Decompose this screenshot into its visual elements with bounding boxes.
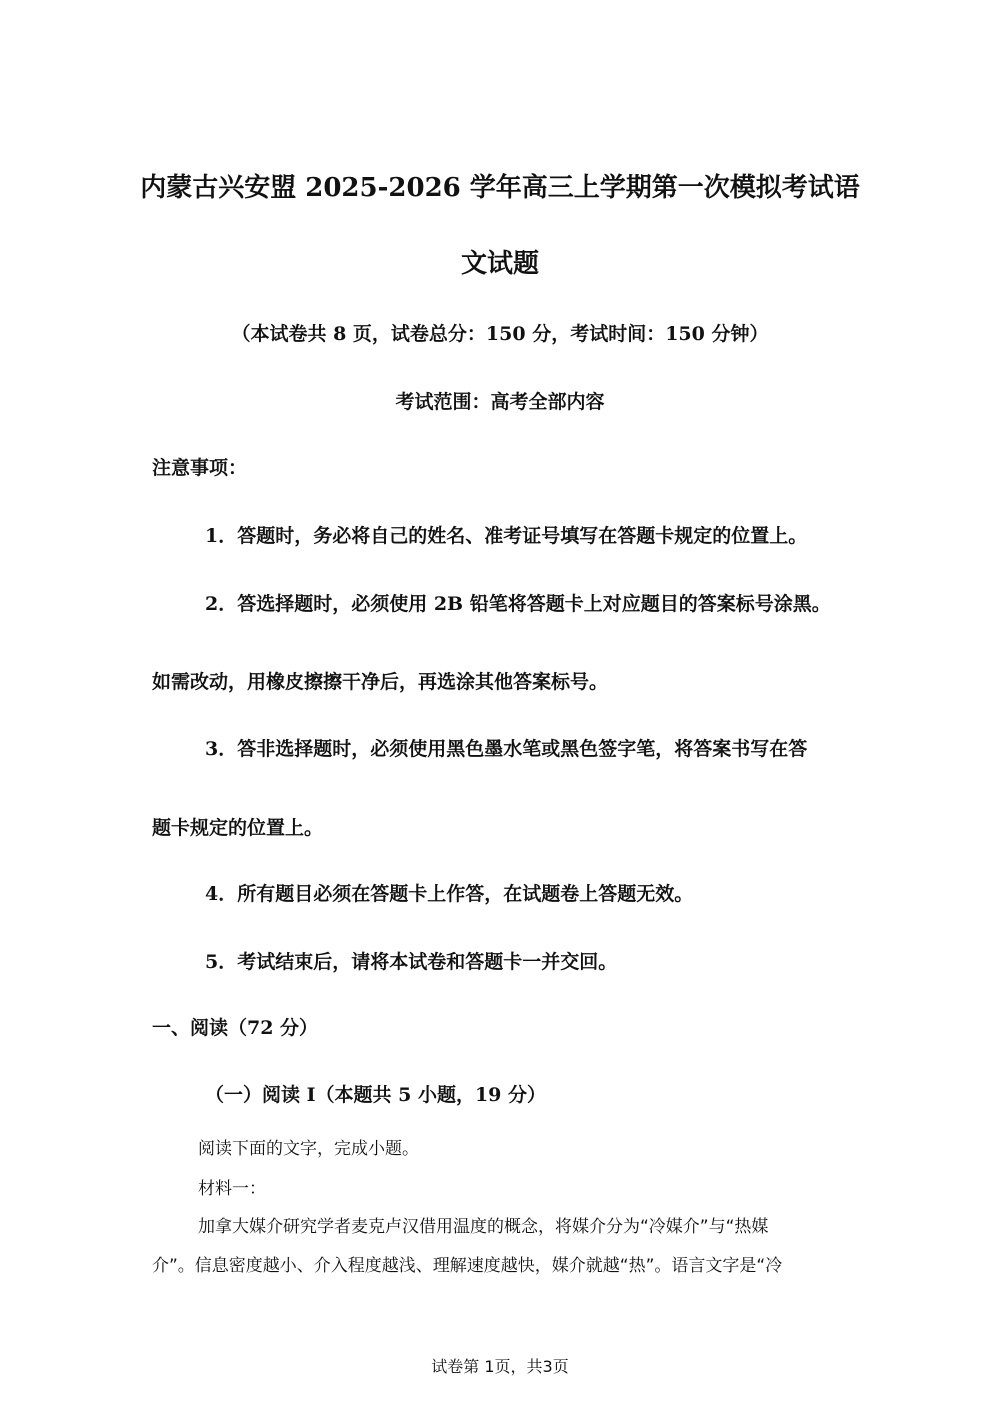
subsection-heading: （一）阅读 I（本题共 5 小题，19 分） [205, 1084, 547, 1106]
notice-item-4: 4．所有题目必须在答题卡上作答，在试题卷上答题无效。 [205, 883, 694, 905]
notice-item-3-line-2: 题卡规定的位置上。 [152, 817, 324, 839]
notice-item-1: 1．答题时，务必将自己的姓名、准考证号填写在答题卡规定的位置上。 [205, 525, 808, 547]
notice-item-2-line-1: 2．答选择题时，必须使用 2B 铅笔将答题卡上对应题目的答案标号涂黑。 [205, 593, 831, 615]
exam-scope: 考试范围：高考全部内容 [395, 391, 605, 413]
document-title-line-1: 内蒙古兴安盟 2025-2026 学年高三上学期第一次模拟考试语 [140, 173, 860, 203]
notice-item-3-line-1: 3．答非选择题时，必须使用黑色墨水笔或黑色签字笔，将答案书写在答 [205, 738, 808, 760]
notice-heading: 注意事项： [152, 457, 248, 479]
exam-info: （本试卷共 8 页，试卷总分：150 分，考试时间：150 分钟） [231, 323, 769, 345]
material-paragraph-line-2: 介”。信息密度越小、介入程度越浅、理解速度越快，媒介就越“热”。语言文字是“冷 [152, 1256, 783, 1276]
notice-item-5: 5．考试结束后，请将本试卷和答题卡一并交回。 [205, 951, 618, 973]
material-label: 材料一： [198, 1179, 266, 1199]
document-title-line-2: 文试题 [460, 249, 539, 279]
reading-instruction: 阅读下面的文字，完成小题。 [198, 1139, 419, 1159]
page-footer: 试卷第 1页，共3页 [431, 1357, 569, 1376]
section-heading: 一、阅读（72 分） [152, 1017, 319, 1039]
material-paragraph-line-1: 加拿大媒介研究学者麦克卢汉借用温度的概念，将媒介分为“冷媒介”与“热媒 [198, 1217, 769, 1237]
notice-item-2-line-2: 如需改动，用橡皮擦擦干净后，再选涂其他答案标号。 [152, 671, 609, 693]
